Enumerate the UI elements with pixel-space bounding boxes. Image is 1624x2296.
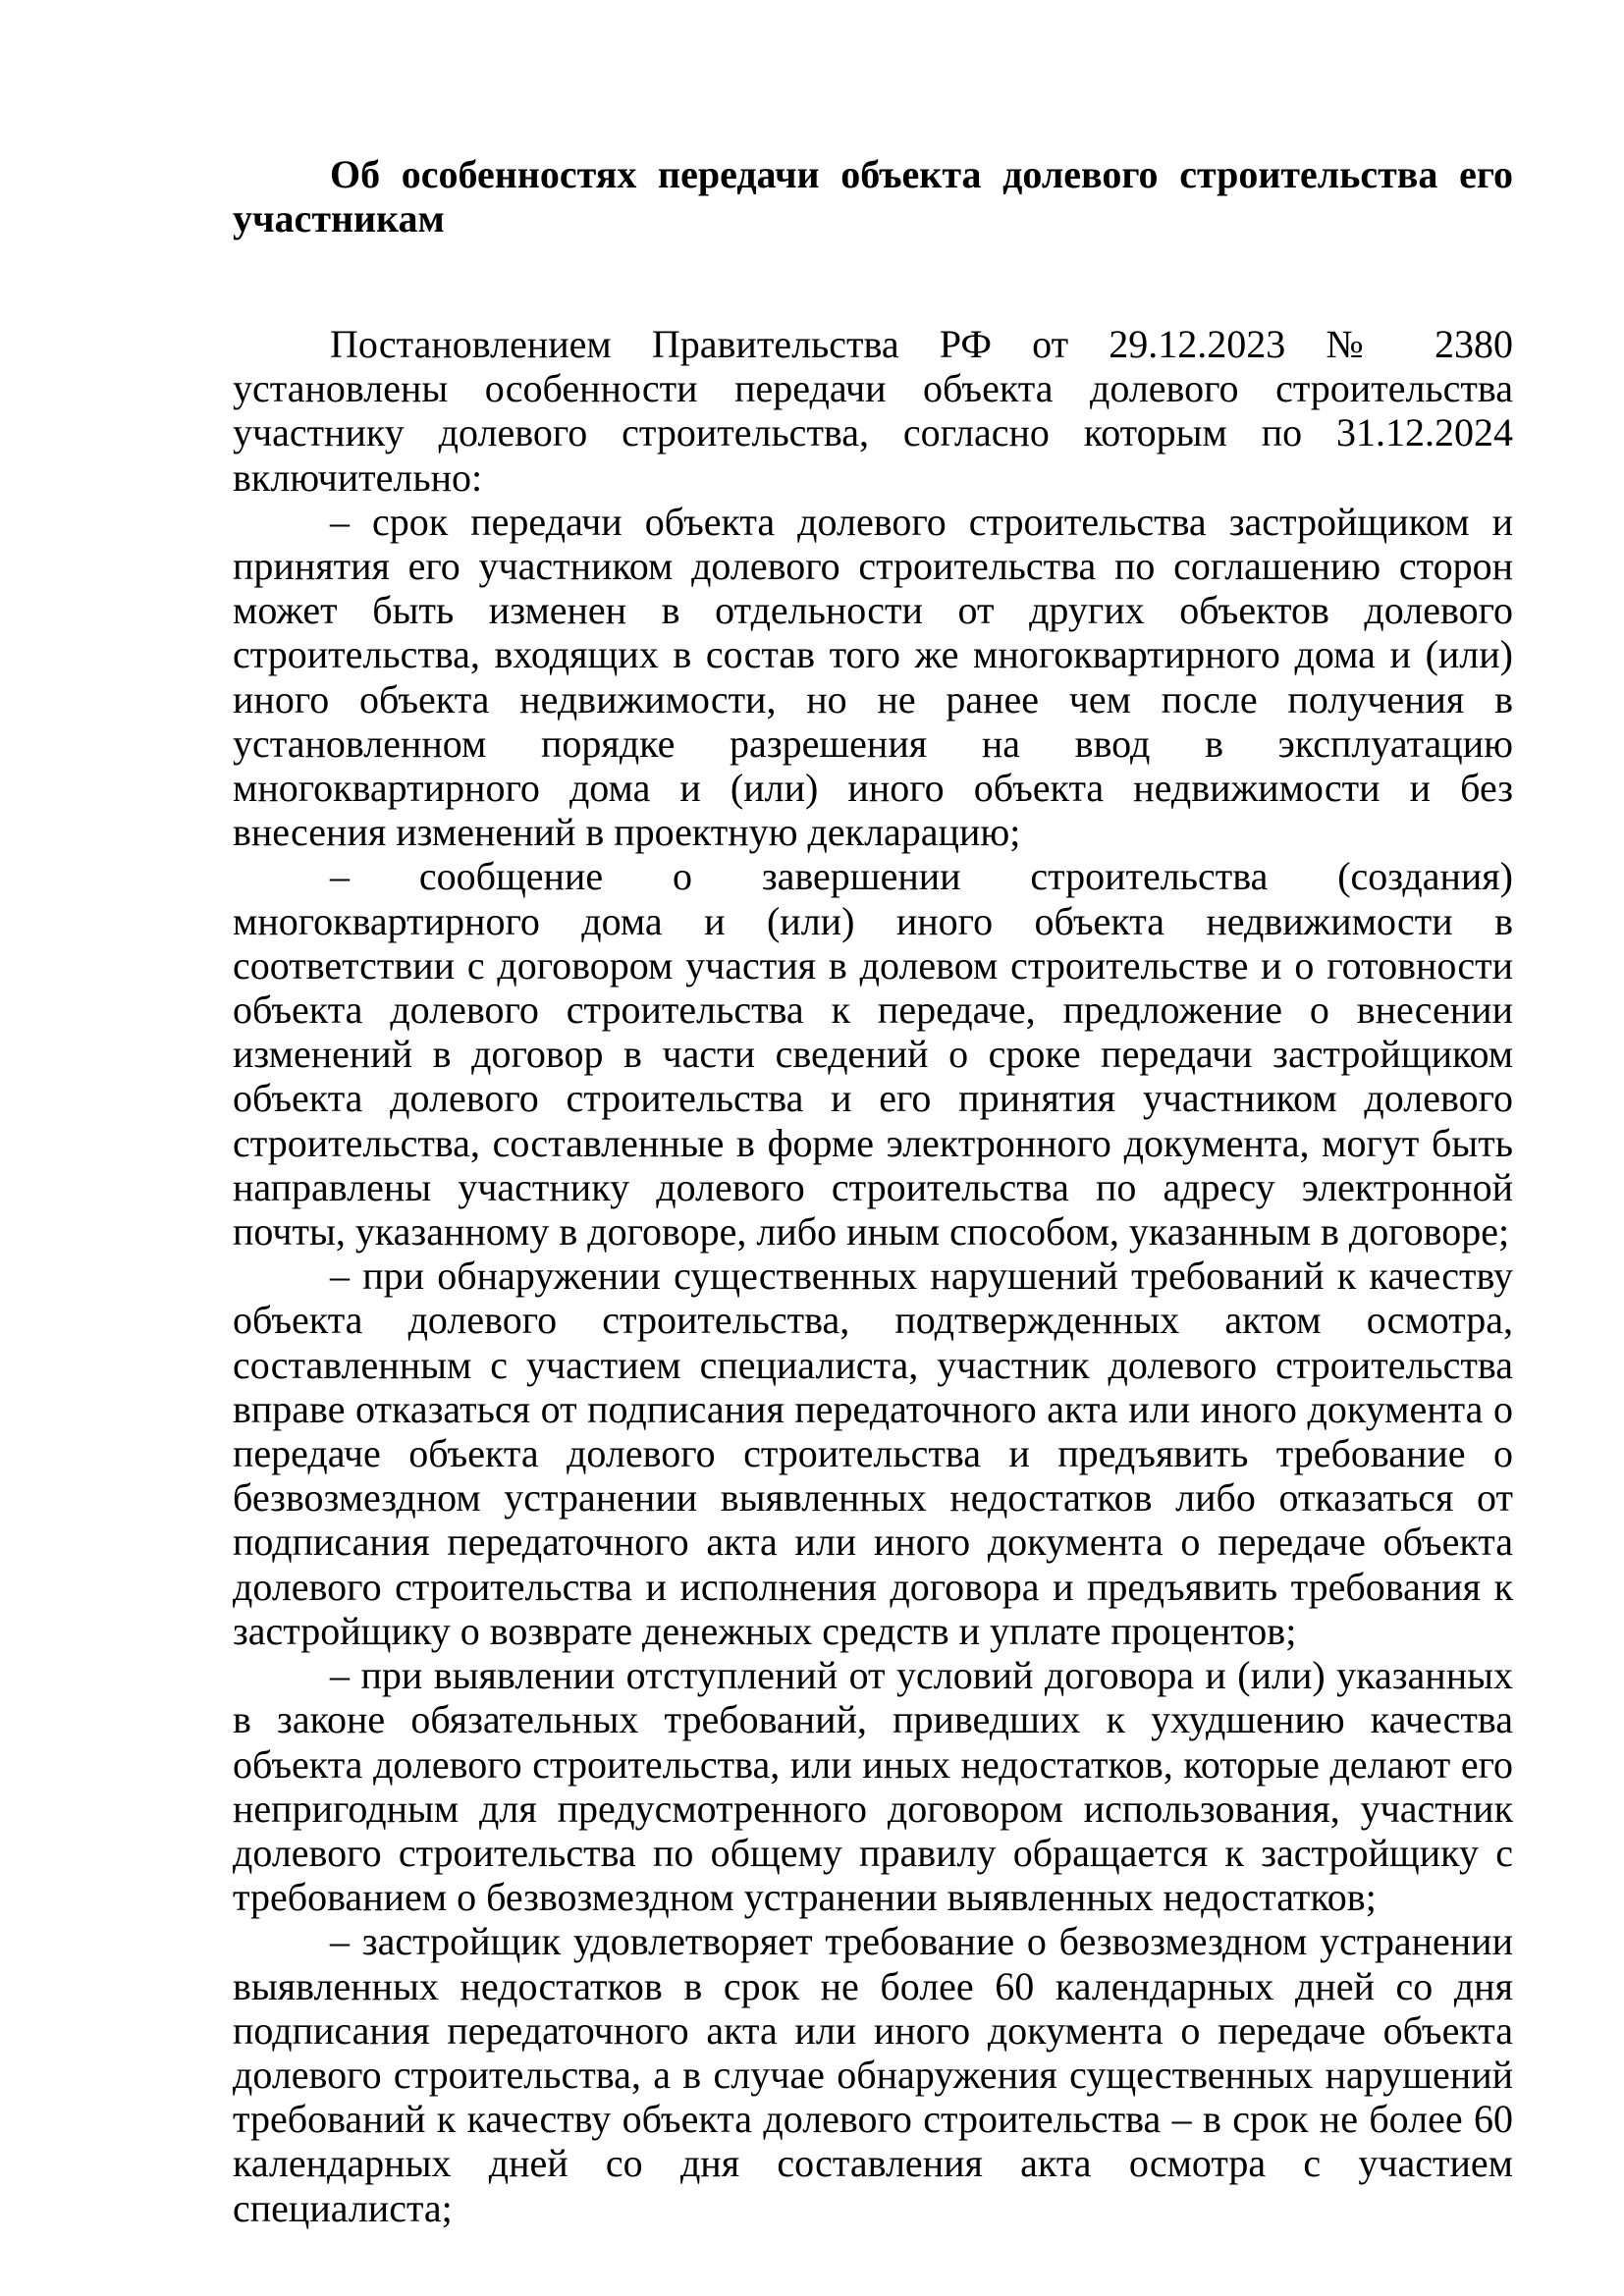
- list-item-3: – при обнаружении существенных нарушений требований к качеству объекта долевого строительства, подтвержденных актом осмотра, составленным с участием специалиста, участник долевого строительства вправе отказаться от подписания передаточного акта или иного документа о передаче объекта долевого строительства и предъявить требование о безвозмездном устранении выявленных недостатков либо отказаться от подписания передаточного акта или иного документа о передаче объекта долевого строительства и исполнения договора и предъявить требования к застройщику о возврате денежных средств и уплате процентов;: [233, 1254, 1513, 1653]
- list-item-1: – срок передачи объекта долевого строительства застройщиком и принятия его участником долевого строительства по соглашению сторон может быть изменен в отдельности от других объектов долевого строительства, входящих в состав того же многоквартирного дома и (или) иного объекта недвижимости, но не ранее чем после получения в установленном порядке разрешения на ввод в эксплуатацию многоквартирного дома и (или) иного объекта недвижимости и без внесения изменений в проектную декларацию;: [233, 499, 1513, 855]
- document-body: [233, 152, 1513, 2230]
- list-item-2: – сообщение о завершении строительства (создания) многоквартирного дома и (или) иного объекта недвижимости в соответствии с договором участия в долевом строительстве и о готовности объекта долевого строительства к передаче, предложение о внесении изменений в договор в части сведений о сроке передачи застройщиком объекта долевого строительства и его принятия участником долевого строительства, составленные в форме электронного документа, могут быть направлены участнику долевого строительства по адресу электронной почты, указанному в договоре, либо иным способом, указанным в договоре;: [233, 854, 1513, 1255]
- document-title: Об особенностях передачи объекта долевого строительства его участникам: [233, 152, 1513, 240]
- intro-paragraph: Постановлением Правительства РФ от 29.12.2023 № 2380 установлены особенности передачи объекта долевого строительства участнику долевого строительства, согласно которым по 31.12.2024 включительно:: [233, 322, 1513, 500]
- list-item-5: – застройщик удовлетворяет требование о безвозмездном устранении выявленных недостатков в срок не более 60 календарных дней со дня подписания передаточного акта или иного документа о передаче объекта долевого строительства, а в случае обнаружения существенных нарушений требований к качеству объекта долевого строительства – в срок не более 60 календарных дней со дня составления акта осмотра с участием специалиста;: [233, 1919, 1513, 2230]
- list-item-4: – при выявлении отступлений от условий договора и (или) указанных в законе обязательных требований, приведших к ухудшению качества объекта долевого строительства, или иных недостатков, которые делают его непригодным для предусмотренного договором использования, участник долевого строительства по общему правилу обращается к застройщику с требованием о безвозмездном устранении выявленных недостатков;: [233, 1653, 1513, 1920]
